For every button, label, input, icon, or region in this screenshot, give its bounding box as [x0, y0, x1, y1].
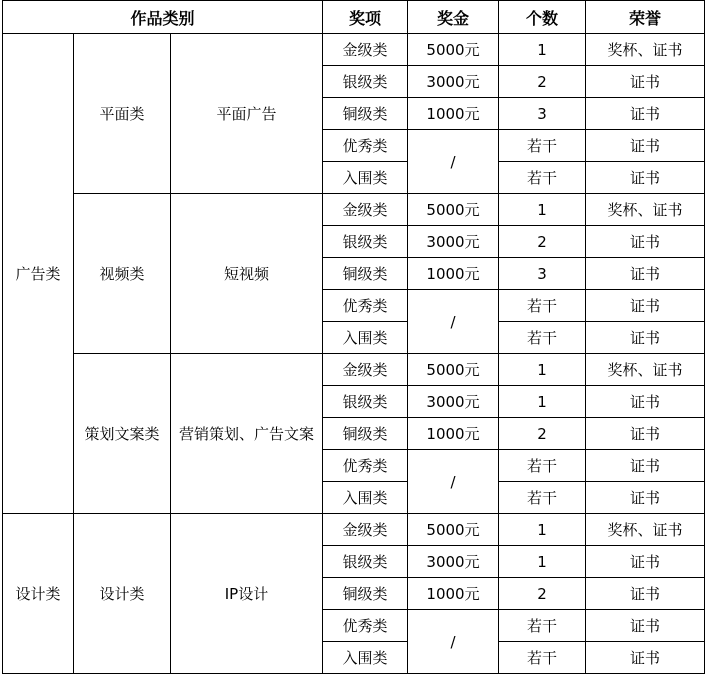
prize-cell: 5000元: [408, 34, 499, 66]
work-type-cell: IP设计: [171, 514, 323, 674]
award-cell: 金级类: [323, 354, 408, 386]
honor-cell: 证书: [586, 418, 705, 450]
count-cell: 1: [499, 546, 586, 578]
honor-cell: 证书: [586, 258, 705, 290]
award-cell: 优秀类: [323, 610, 408, 642]
award-cell: 入围类: [323, 642, 408, 674]
count-cell: 1: [499, 354, 586, 386]
prize-cell: 5000元: [408, 194, 499, 226]
subcategory-cell: 平面类: [74, 34, 171, 194]
prize-cell: 3000元: [408, 66, 499, 98]
honor-cell: 证书: [586, 578, 705, 610]
count-cell: 2: [499, 66, 586, 98]
count-cell: 2: [499, 578, 586, 610]
count-cell: 1: [499, 386, 586, 418]
count-cell: 若干: [499, 322, 586, 354]
header-award: 奖项: [323, 1, 408, 34]
prize-cell: /: [408, 290, 499, 354]
prize-cell: 5000元: [408, 354, 499, 386]
category-cell: 设计类: [3, 514, 74, 674]
prize-cell: 3000元: [408, 386, 499, 418]
header-row: [3, 1, 705, 34]
count-cell: 若干: [499, 290, 586, 322]
award-cell: 银级类: [323, 546, 408, 578]
work-type-cell: 营销策划、广告文案: [171, 354, 323, 514]
subcategory-cell: 设计类: [74, 514, 171, 674]
prize-cell: 1000元: [408, 98, 499, 130]
prize-cell: 3000元: [408, 226, 499, 258]
award-cell: 金级类: [323, 514, 408, 546]
count-cell: 1: [499, 514, 586, 546]
honor-cell: 证书: [586, 610, 705, 642]
count-cell: 若干: [499, 610, 586, 642]
award-cell: 入围类: [323, 322, 408, 354]
honor-cell: 奖杯、证书: [586, 354, 705, 386]
award-cell: 入围类: [323, 162, 408, 194]
count-cell: 2: [499, 418, 586, 450]
honor-cell: 奖杯、证书: [586, 514, 705, 546]
honor-cell: 证书: [586, 162, 705, 194]
header-prize: 奖金: [408, 1, 499, 34]
prize-cell: /: [408, 610, 499, 674]
award-cell: 优秀类: [323, 130, 408, 162]
prize-cell: 1000元: [408, 578, 499, 610]
count-cell: 若干: [499, 130, 586, 162]
award-cell: 银级类: [323, 66, 408, 98]
header-count: 个数: [499, 1, 586, 34]
prize-cell: 1000元: [408, 258, 499, 290]
header-category: 作品类别: [3, 1, 323, 34]
award-cell: 银级类: [323, 386, 408, 418]
count-cell: 2: [499, 226, 586, 258]
honor-cell: 证书: [586, 66, 705, 98]
count-cell: 若干: [499, 450, 586, 482]
prize-cell: 1000元: [408, 418, 499, 450]
honor-cell: 证书: [586, 322, 705, 354]
honor-cell: 证书: [586, 130, 705, 162]
award-cell: 铜级类: [323, 98, 408, 130]
honor-cell: 证书: [586, 290, 705, 322]
honor-cell: 证书: [586, 386, 705, 418]
count-cell: 3: [499, 258, 586, 290]
award-cell: 银级类: [323, 226, 408, 258]
subcategory-cell: 策划文案类: [74, 354, 171, 514]
award-cell: 铜级类: [323, 578, 408, 610]
honor-cell: 证书: [586, 98, 705, 130]
honor-cell: 证书: [586, 226, 705, 258]
table-row: [3, 34, 705, 66]
count-cell: 1: [499, 34, 586, 66]
award-cell: 铜级类: [323, 418, 408, 450]
count-cell: 1: [499, 194, 586, 226]
award-cell: 铜级类: [323, 258, 408, 290]
table-row: [3, 354, 705, 386]
honor-cell: 证书: [586, 450, 705, 482]
count-cell: 若干: [499, 162, 586, 194]
award-cell: 优秀类: [323, 450, 408, 482]
award-cell: 金级类: [323, 34, 408, 66]
count-cell: 3: [499, 98, 586, 130]
prize-cell: 3000元: [408, 546, 499, 578]
honor-cell: 证书: [586, 642, 705, 674]
award-cell: 入围类: [323, 482, 408, 514]
honor-cell: 奖杯、证书: [586, 34, 705, 66]
header-honor: 荣誉: [586, 1, 705, 34]
honor-cell: 证书: [586, 482, 705, 514]
work-type-cell: 平面广告: [171, 34, 323, 194]
prize-cell: /: [408, 130, 499, 194]
category-cell: 广告类: [3, 34, 74, 514]
prize-cell: /: [408, 450, 499, 514]
count-cell: 若干: [499, 482, 586, 514]
honor-cell: 奖杯、证书: [586, 194, 705, 226]
award-cell: 优秀类: [323, 290, 408, 322]
prize-cell: 5000元: [408, 514, 499, 546]
awards-table: [2, 0, 705, 674]
work-type-cell: 短视频: [171, 194, 323, 354]
table-row: [3, 514, 705, 546]
subcategory-cell: 视频类: [74, 194, 171, 354]
honor-cell: 证书: [586, 546, 705, 578]
award-cell: 金级类: [323, 194, 408, 226]
table-row: [3, 194, 705, 226]
count-cell: 若干: [499, 642, 586, 674]
table-body: [3, 34, 705, 674]
